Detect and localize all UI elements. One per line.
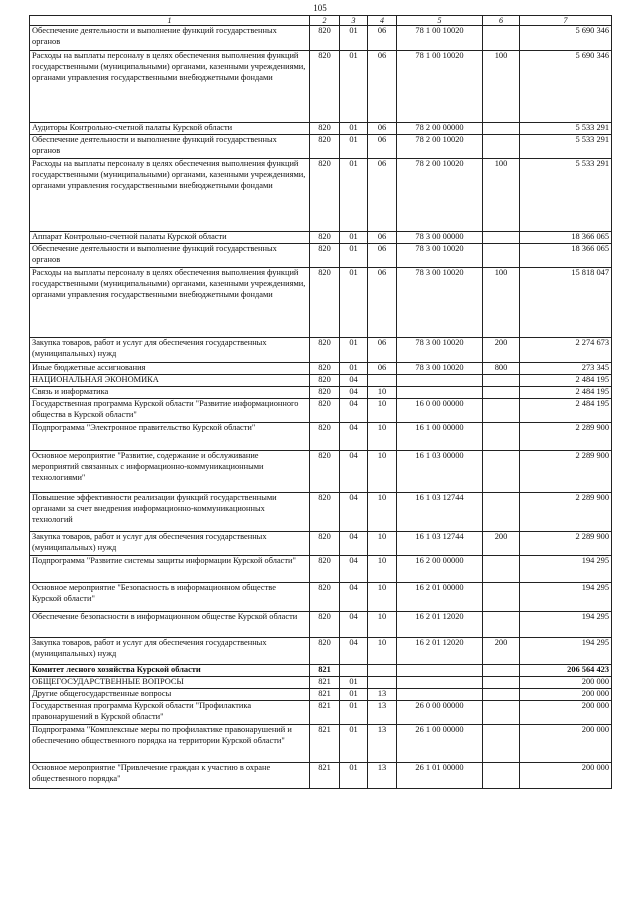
section-code-cell: 04 <box>340 612 368 638</box>
target-article-code-cell: 16 1 03 12744 <box>397 532 483 556</box>
item-name-cell: Основное мероприятие "Развитие, содержание и обслуживание мероприятий связанных с информационно-коммуникационными технологиями" <box>30 451 310 493</box>
expense-type-code-cell: 100 <box>483 268 520 338</box>
target-article-code-cell: 16 1 03 12744 <box>397 493 483 532</box>
item-name-cell: Основное мероприятие "Безопасность в информационном обществе Курской области" <box>30 583 310 612</box>
ministry-code-cell: 820 <box>310 638 340 665</box>
subsection-code-cell: 10 <box>368 612 397 638</box>
expense-type-code-cell <box>483 725 520 763</box>
table-row <box>30 689 612 701</box>
expense-type-code-cell <box>483 677 520 689</box>
section-code-cell: 01 <box>340 159 368 232</box>
section-code-cell: 01 <box>340 701 368 725</box>
item-name-cell: Расходы на выплаты персоналу в целях обеспечения выполнения функций государственными (муниципальными) органами, казенными учреждениями, органами управления государственными внебюджетными фондами <box>30 268 310 338</box>
target-article-code-cell: 16 2 01 00000 <box>397 583 483 612</box>
expense-type-code-cell: 200 <box>483 532 520 556</box>
item-name-cell: Подпрограмма "Электронное правительство Курской области" <box>30 423 310 451</box>
subsection-code-cell: 06 <box>368 338 397 363</box>
table-row <box>30 338 612 363</box>
target-article-code-cell: 78 3 00 10020 <box>397 338 483 363</box>
table-row <box>30 677 612 689</box>
subsection-code-cell: 06 <box>368 135 397 159</box>
amount-cell: 273 345 <box>520 363 612 375</box>
expense-type-code-cell <box>483 689 520 701</box>
table-row <box>30 701 612 725</box>
target-article-code-cell <box>397 689 483 701</box>
subsection-code-cell: 06 <box>368 363 397 375</box>
ministry-code-cell: 820 <box>310 363 340 375</box>
ministry-code-cell: 821 <box>310 689 340 701</box>
table-row <box>30 387 612 399</box>
section-code-cell: 01 <box>340 268 368 338</box>
item-name-cell: Другие общегосударственные вопросы <box>30 689 310 701</box>
expense-type-code-cell <box>483 232 520 244</box>
expense-type-code-cell: 200 <box>483 638 520 665</box>
section-code-cell: 04 <box>340 583 368 612</box>
section-code-cell: 01 <box>340 51 368 123</box>
section-code-cell: 01 <box>340 338 368 363</box>
amount-cell: 5 533 291 <box>520 159 612 232</box>
expense-type-code-cell <box>483 701 520 725</box>
ministry-code-cell: 820 <box>310 232 340 244</box>
section-code-cell: 01 <box>340 135 368 159</box>
expense-type-code-cell <box>483 665 520 677</box>
subsection-code-cell: 10 <box>368 493 397 532</box>
item-name-cell: Аудиторы Контрольно-счетной палаты Курской области <box>30 123 310 135</box>
table-row <box>30 375 612 387</box>
amount-cell: 5 533 291 <box>520 135 612 159</box>
column-header: 1 <box>30 16 310 26</box>
column-header: 5 <box>397 16 483 26</box>
amount-cell: 18 366 065 <box>520 244 612 268</box>
section-code-cell: 01 <box>340 26 368 51</box>
ministry-code-cell: 820 <box>310 612 340 638</box>
target-article-code-cell: 16 0 00 00000 <box>397 399 483 423</box>
table-row <box>30 268 612 338</box>
target-article-code-cell: 16 2 01 12020 <box>397 612 483 638</box>
section-code-cell: 01 <box>340 725 368 763</box>
table-row <box>30 123 612 135</box>
amount-cell: 194 295 <box>520 638 612 665</box>
table-header-row <box>30 16 612 26</box>
amount-cell: 200 000 <box>520 701 612 725</box>
ministry-code-cell: 820 <box>310 399 340 423</box>
item-name-cell: Государственная программа Курской области "Профилактика правонарушений в Курской области" <box>30 701 310 725</box>
item-name-cell: Основное мероприятие "Привлечение граждан к участию в охране общественного порядка" <box>30 763 310 789</box>
amount-cell: 2 484 195 <box>520 399 612 423</box>
subsection-code-cell: 13 <box>368 763 397 789</box>
amount-cell: 194 295 <box>520 583 612 612</box>
item-name-cell: Аппарат Контрольно-счетной палаты Курской области <box>30 232 310 244</box>
target-article-code-cell: 16 2 01 12020 <box>397 638 483 665</box>
ministry-code-cell: 820 <box>310 556 340 583</box>
section-code-cell: 01 <box>340 232 368 244</box>
section-code-cell: 01 <box>340 763 368 789</box>
target-article-code-cell <box>397 665 483 677</box>
ministry-code-cell: 821 <box>310 677 340 689</box>
subsection-code-cell: 13 <box>368 701 397 725</box>
target-article-code-cell: 78 3 00 10020 <box>397 268 483 338</box>
ministry-code-cell: 821 <box>310 763 340 789</box>
item-name-cell: Расходы на выплаты персоналу в целях обеспечения выполнения функций государственными (муниципальными) органами, казенными учреждениями, органами управления государственными внебюджетными фондами <box>30 159 310 232</box>
ministry-code-cell: 820 <box>310 493 340 532</box>
subsection-code-cell: 10 <box>368 451 397 493</box>
subsection-code-cell: 06 <box>368 268 397 338</box>
section-code-cell: 04 <box>340 375 368 387</box>
column-header: 2 <box>310 16 340 26</box>
expense-type-code-cell <box>483 556 520 583</box>
amount-cell: 200 000 <box>520 677 612 689</box>
section-code-cell: 01 <box>340 363 368 375</box>
expense-type-code-cell <box>483 612 520 638</box>
expense-type-code-cell <box>483 399 520 423</box>
target-article-code-cell: 78 2 00 00000 <box>397 123 483 135</box>
column-header: 3 <box>340 16 368 26</box>
ministry-code-cell: 820 <box>310 268 340 338</box>
section-code-cell <box>340 665 368 677</box>
subsection-code-cell: 10 <box>368 423 397 451</box>
subsection-code-cell: 10 <box>368 399 397 423</box>
target-article-code-cell: 16 1 03 00000 <box>397 451 483 493</box>
amount-cell: 18 366 065 <box>520 232 612 244</box>
section-code-cell: 04 <box>340 387 368 399</box>
expense-type-code-cell <box>483 451 520 493</box>
item-name-cell: ОБЩЕГОСУДАРСТВЕННЫЕ ВОПРОСЫ <box>30 677 310 689</box>
expense-type-code-cell <box>483 763 520 789</box>
item-name-cell: Обеспечение безопасности в информационном обществе Курской области <box>30 612 310 638</box>
amount-cell: 5 690 346 <box>520 26 612 51</box>
subsection-code-cell: 13 <box>368 725 397 763</box>
subsection-code-cell: 06 <box>368 123 397 135</box>
amount-cell: 2 484 195 <box>520 387 612 399</box>
subsection-code-cell: 06 <box>368 159 397 232</box>
amount-cell: 200 000 <box>520 763 612 789</box>
ministry-code-cell: 820 <box>310 51 340 123</box>
ministry-code-cell: 820 <box>310 583 340 612</box>
table-row <box>30 763 612 789</box>
table-row <box>30 232 612 244</box>
expense-type-code-cell: 200 <box>483 338 520 363</box>
section-code-cell: 04 <box>340 532 368 556</box>
section-code-cell: 04 <box>340 493 368 532</box>
budget-table <box>29 15 612 789</box>
page-number: 105 <box>313 3 327 13</box>
subsection-code-cell: 10 <box>368 638 397 665</box>
ministry-code-cell: 820 <box>310 26 340 51</box>
amount-cell: 5 690 346 <box>520 51 612 123</box>
subsection-code-cell: 06 <box>368 26 397 51</box>
ministry-code-cell: 820 <box>310 135 340 159</box>
item-name-cell: Подпрограмма "Комплексные меры по профилактике правонарушений и обеспечению общественного порядка на территории Курской области" <box>30 725 310 763</box>
table-row <box>30 399 612 423</box>
item-name-cell: Комитет лесного хозяйства Курской области <box>30 665 310 677</box>
section-code-cell: 04 <box>340 638 368 665</box>
table-row <box>30 423 612 451</box>
expense-type-code-cell <box>483 123 520 135</box>
section-code-cell: 04 <box>340 556 368 583</box>
subsection-code-cell: 10 <box>368 387 397 399</box>
table-row <box>30 451 612 493</box>
table-row <box>30 556 612 583</box>
item-name-cell: Связь и информатика <box>30 387 310 399</box>
item-name-cell: Иные бюджетные ассигнования <box>30 363 310 375</box>
expense-type-code-cell <box>483 387 520 399</box>
section-code-cell: 04 <box>340 451 368 493</box>
expense-type-code-cell: 800 <box>483 363 520 375</box>
amount-cell: 200 000 <box>520 689 612 701</box>
table-row <box>30 26 612 51</box>
item-name-cell: Закупка товаров, работ и услуг для обеспечения государственных (муниципальных) нужд <box>30 338 310 363</box>
ministry-code-cell: 820 <box>310 387 340 399</box>
amount-cell: 2 289 900 <box>520 423 612 451</box>
amount-cell: 200 000 <box>520 725 612 763</box>
table-row <box>30 51 612 123</box>
table-row <box>30 725 612 763</box>
table-row <box>30 363 612 375</box>
ministry-code-cell: 820 <box>310 532 340 556</box>
target-article-code-cell: 78 1 00 10020 <box>397 51 483 123</box>
ministry-code-cell: 820 <box>310 375 340 387</box>
table-row <box>30 665 612 677</box>
table-row <box>30 532 612 556</box>
subsection-code-cell: 06 <box>368 232 397 244</box>
ministry-code-cell: 821 <box>310 665 340 677</box>
ministry-code-cell: 820 <box>310 244 340 268</box>
expense-type-code-cell <box>483 423 520 451</box>
subsection-code-cell: 06 <box>368 244 397 268</box>
table-row <box>30 612 612 638</box>
table-row <box>30 244 612 268</box>
item-name-cell: Обеспечение деятельности и выполнение функций государственных органов <box>30 135 310 159</box>
ministry-code-cell: 820 <box>310 159 340 232</box>
amount-cell: 2 289 900 <box>520 493 612 532</box>
table-row <box>30 135 612 159</box>
table-row <box>30 583 612 612</box>
subsection-code-cell <box>368 665 397 677</box>
item-name-cell: Закупка товаров, работ и услуг для обеспечения государственных (муниципальных) нужд <box>30 532 310 556</box>
expense-type-code-cell <box>483 135 520 159</box>
table-row <box>30 159 612 232</box>
target-article-code-cell <box>397 387 483 399</box>
ministry-code-cell: 820 <box>310 338 340 363</box>
expense-type-code-cell <box>483 583 520 612</box>
section-code-cell: 01 <box>340 677 368 689</box>
target-article-code-cell: 78 3 00 00000 <box>397 232 483 244</box>
expense-type-code-cell <box>483 26 520 51</box>
amount-cell: 206 564 423 <box>520 665 612 677</box>
subsection-code-cell <box>368 375 397 387</box>
ministry-code-cell: 821 <box>310 725 340 763</box>
expense-type-code-cell <box>483 244 520 268</box>
section-code-cell: 04 <box>340 399 368 423</box>
target-article-code-cell: 78 1 00 10020 <box>397 26 483 51</box>
section-code-cell: 01 <box>340 244 368 268</box>
subsection-code-cell: 13 <box>368 689 397 701</box>
target-article-code-cell: 26 1 00 00000 <box>397 725 483 763</box>
amount-cell: 194 295 <box>520 556 612 583</box>
item-name-cell: Расходы на выплаты персоналу в целях обеспечения выполнения функций государственными (муниципальными) органами, казенными учреждениями, органами управления государственными внебюджетными фондами <box>30 51 310 123</box>
ministry-code-cell: 820 <box>310 423 340 451</box>
item-name-cell: Обеспечение деятельности и выполнение функций государственных органов <box>30 244 310 268</box>
target-article-code-cell: 26 1 01 00000 <box>397 763 483 789</box>
target-article-code-cell: 26 0 00 00000 <box>397 701 483 725</box>
amount-cell: 2 484 195 <box>520 375 612 387</box>
ministry-code-cell: 820 <box>310 123 340 135</box>
expense-type-code-cell: 100 <box>483 159 520 232</box>
target-article-code-cell: 78 2 00 10020 <box>397 159 483 232</box>
subsection-code-cell: 10 <box>368 556 397 583</box>
amount-cell: 194 295 <box>520 612 612 638</box>
amount-cell: 5 533 291 <box>520 123 612 135</box>
amount-cell: 2 274 673 <box>520 338 612 363</box>
subsection-code-cell: 10 <box>368 532 397 556</box>
table-row <box>30 638 612 665</box>
target-article-code-cell: 78 3 00 10020 <box>397 363 483 375</box>
section-code-cell: 01 <box>340 689 368 701</box>
target-article-code-cell: 78 2 00 10020 <box>397 135 483 159</box>
subsection-code-cell: 10 <box>368 583 397 612</box>
item-name-cell: Подпрограмма "Развитие системы защиты информации Курской области" <box>30 556 310 583</box>
column-header: 6 <box>483 16 520 26</box>
section-code-cell: 01 <box>340 123 368 135</box>
item-name-cell: НАЦИОНАЛЬНАЯ ЭКОНОМИКА <box>30 375 310 387</box>
ministry-code-cell: 821 <box>310 701 340 725</box>
amount-cell: 15 818 047 <box>520 268 612 338</box>
item-name-cell: Закупка товаров, работ и услуг для обеспечения государственных (муниципальных) нужд <box>30 638 310 665</box>
expense-type-code-cell <box>483 375 520 387</box>
subsection-code-cell: 06 <box>368 51 397 123</box>
target-article-code-cell <box>397 375 483 387</box>
item-name-cell: Обеспечение деятельности и выполнение функций государственных органов <box>30 26 310 51</box>
ministry-code-cell: 820 <box>310 451 340 493</box>
item-name-cell: Повышение эффективности реализации функций государственными органами за счет внедрения информационно-коммуникационных технологий <box>30 493 310 532</box>
expense-type-code-cell <box>483 493 520 532</box>
subsection-code-cell <box>368 677 397 689</box>
table-row <box>30 493 612 532</box>
section-code-cell: 04 <box>340 423 368 451</box>
target-article-code-cell: 16 1 00 00000 <box>397 423 483 451</box>
column-header: 7 <box>520 16 612 26</box>
amount-cell: 2 289 900 <box>520 451 612 493</box>
item-name-cell: Государственная программа Курской области "Развитие информационного общества в Курской области" <box>30 399 310 423</box>
target-article-code-cell: 78 3 00 10020 <box>397 244 483 268</box>
column-header: 4 <box>368 16 397 26</box>
target-article-code-cell <box>397 677 483 689</box>
target-article-code-cell: 16 2 00 00000 <box>397 556 483 583</box>
amount-cell: 2 289 900 <box>520 532 612 556</box>
expense-type-code-cell: 100 <box>483 51 520 123</box>
